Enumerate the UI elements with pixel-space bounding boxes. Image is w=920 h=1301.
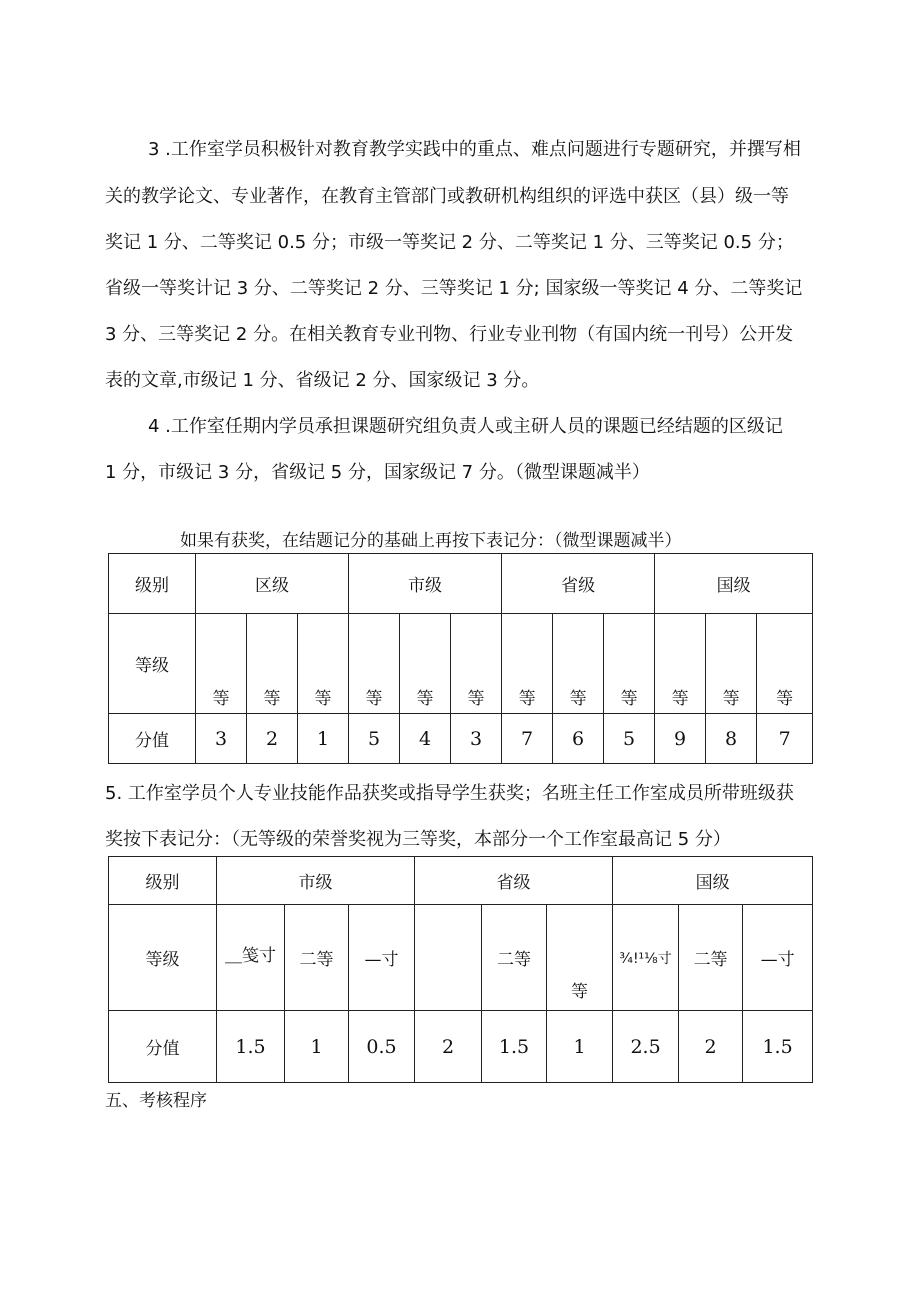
grade-cell: 二等 — [679, 905, 743, 1011]
paragraph-4-line-2: 1 分，市级记 3 分，省级记 5 分，国家级记 7 分。（微型课题减半） — [105, 462, 650, 483]
grade-cell: 二等 — [482, 905, 547, 1011]
grade-cell: 等 — [655, 614, 706, 714]
row-label-level: 级别 — [109, 857, 217, 905]
grade-cell: 等 — [502, 614, 553, 714]
table-row — [109, 614, 813, 714]
score-cell: 8 — [706, 714, 757, 764]
table-row — [109, 905, 813, 1011]
level-province: 省级 — [502, 554, 655, 614]
score-cell: 1 — [285, 1011, 349, 1083]
score-cell: 1.5 — [482, 1011, 547, 1083]
score-cell: 3 — [196, 714, 247, 764]
grade-cell: 等 — [547, 905, 613, 1011]
grade-cell: 等 — [451, 614, 502, 714]
score-cell: 7 — [502, 714, 553, 764]
score-cell: 5 — [604, 714, 655, 764]
grade-cell: 等 — [247, 614, 298, 714]
score-cell: 2 — [415, 1011, 482, 1083]
table-1-caption: 如果有获奖，在结题记分的基础上再按下表记分：（微型课题减半） — [180, 531, 682, 551]
score-cell: 3 — [451, 714, 502, 764]
score-cell: 2.5 — [613, 1011, 679, 1083]
table-row — [109, 1011, 813, 1083]
row-label-level: 级别 — [109, 554, 196, 614]
score-cell: 1 — [547, 1011, 613, 1083]
paragraph-3-line-2: 关的教学论文、专业著作，在教育主管部门或教研机构组织的评选中获区（县）级一等 — [105, 186, 789, 207]
paragraph-3-line-6: 表的文章,市级记 1 分、省级记 2 分、国家级记 3 分。 — [105, 370, 540, 391]
score-cell: 2 — [679, 1011, 743, 1083]
score-cell: 2 — [247, 714, 298, 764]
grade-cell — [415, 905, 482, 1011]
level-province: 省级 — [415, 857, 613, 905]
score-cell: 1.5 — [743, 1011, 813, 1083]
grade-cell: —寸 — [349, 905, 415, 1011]
grade-cell: 等 — [298, 614, 349, 714]
paragraph-3-line-5: 3 分、三等奖记 2 分。在相关教育专业刊物、行业专业刊物（有国内统一刊号）公开发 — [105, 324, 794, 345]
score-cell: 5 — [349, 714, 400, 764]
paragraph-5-line-2: 奖按下表记分：（无等级的荣誉奖视为三等奖，本部分一个工作室最高记 5 分） — [105, 829, 731, 850]
row-label-score: 分值 — [109, 714, 196, 764]
grade-cell: 等 — [400, 614, 451, 714]
level-city: 市级 — [217, 857, 415, 905]
score-cell: 6 — [553, 714, 604, 764]
table-row — [109, 714, 813, 764]
row-label-grade: 等级 — [109, 905, 217, 1011]
score-cell: 9 — [655, 714, 706, 764]
grade-cell: 等 — [553, 614, 604, 714]
grade-cell: ¾!¹⅛寸 — [613, 905, 679, 1011]
section-heading-assessment-procedure: 五、考核程序 — [105, 1091, 207, 1111]
score-cell: 0.5 — [349, 1011, 415, 1083]
grade-cell: 等 — [706, 614, 757, 714]
score-cell: 4 — [400, 714, 451, 764]
paragraph-3-line-3: 奖记 1 分、二等奖记 0.5 分；市级一等奖记 2 分、二等奖记 1 分、三等奖记 0.5 分； — [105, 232, 794, 253]
grade-cell: 二等 — [285, 905, 349, 1011]
grade-cell: ＿笺寸 — [217, 905, 285, 1011]
level-national: 国级 — [655, 554, 813, 614]
row-label-score: 分值 — [109, 1011, 217, 1083]
grade-cell: 等 — [349, 614, 400, 714]
award-score-table-2 — [108, 856, 813, 1083]
level-national: 国级 — [613, 857, 813, 905]
level-district: 区级 — [196, 554, 349, 614]
grade-cell: —寸 — [743, 905, 813, 1011]
grade-cell: 等 — [757, 614, 813, 714]
paragraph-4-line-1: 4 .工作室任期内学员承担课题研究组负责人或主研人员的课题已经结题的区级记 — [148, 416, 783, 437]
paragraph-3-line-1: 3 .工作室学员积极针对教育教学实践中的重点、难点问题进行专题研究，并撰写相 — [148, 139, 801, 160]
score-cell: 7 — [757, 714, 813, 764]
paragraph-3-line-4: 省级一等奖计记 3 分、二等奖记 2 分、三等奖记 1 分; 国家级一等奖记 4 分、二等奖记 — [105, 278, 803, 299]
table-row — [109, 554, 813, 614]
grade-cell: 等 — [196, 614, 247, 714]
paragraph-5-line-1: 5. 工作室学员个人专业技能作品获奖或指导学生获奖；名班主任工作室成员所带班级获 — [105, 783, 794, 804]
award-score-table-1 — [108, 553, 813, 764]
score-cell: 1.5 — [217, 1011, 285, 1083]
row-label-grade: 等级 — [109, 614, 196, 714]
grade-cell: 等 — [604, 614, 655, 714]
table-row — [109, 857, 813, 905]
level-city: 市级 — [349, 554, 502, 614]
score-cell: 1 — [298, 714, 349, 764]
